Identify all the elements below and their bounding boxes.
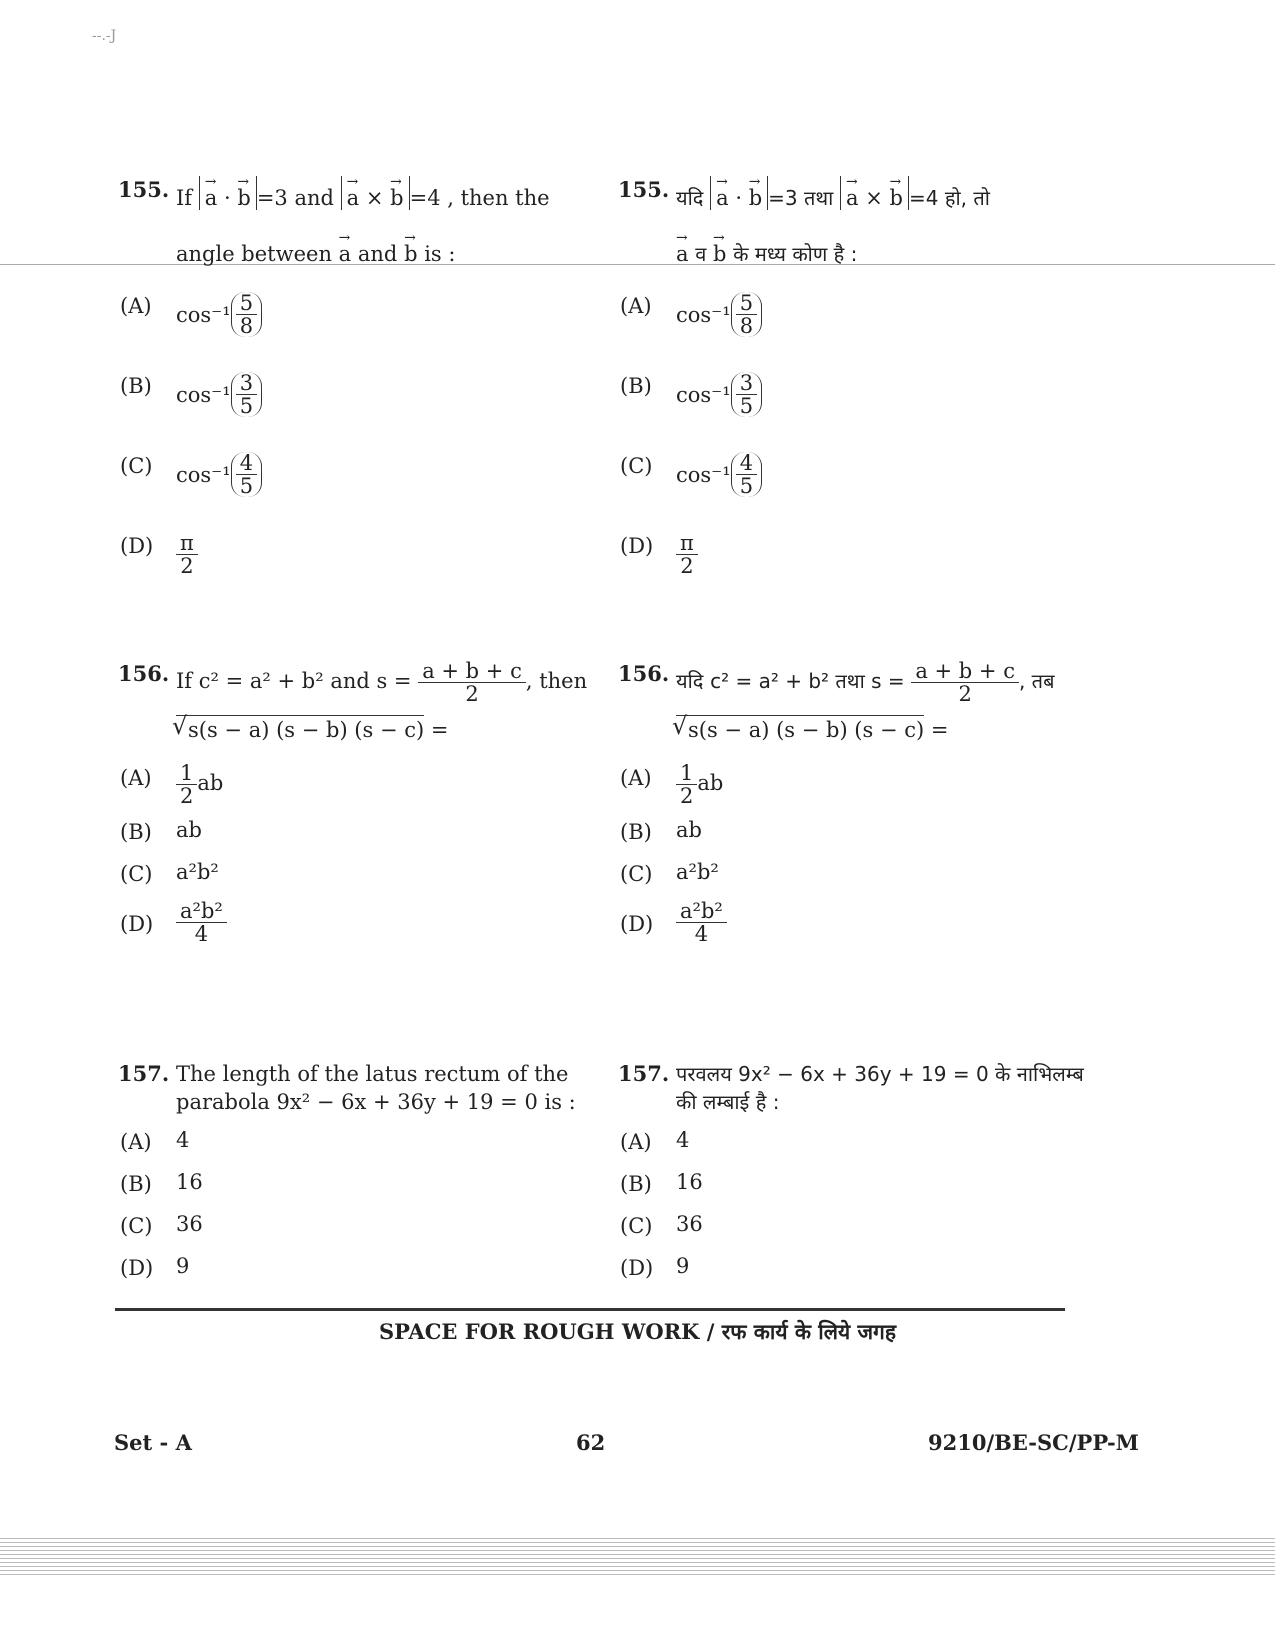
text-if: If xyxy=(176,186,193,210)
options-list xyxy=(618,758,1118,946)
question-line-2 xyxy=(676,715,1118,744)
numerator: 5 xyxy=(736,292,757,315)
parenthesis xyxy=(231,452,262,497)
option-label: (A) xyxy=(120,766,152,790)
question-156-hi xyxy=(618,660,1118,954)
parenthesis xyxy=(231,372,262,417)
denominator: 5 xyxy=(239,394,254,418)
parenthesis xyxy=(731,372,762,417)
option-b[interactable] xyxy=(618,366,1118,418)
rough-work-divider xyxy=(115,1308,1065,1311)
inverse-cosine: cos⁻¹ xyxy=(176,382,231,407)
inverse-cosine: cos⁻¹ xyxy=(676,462,731,487)
question-line-1: परवलय 9x² − 6x + 36y + 19 = 0 के नाभिलम्ब xyxy=(676,1062,1084,1086)
text-angle-between: के मध्य कोण है : xyxy=(733,242,858,266)
suffix: ab xyxy=(697,771,724,795)
option-label: (C) xyxy=(620,454,653,478)
denominator: 8 xyxy=(239,314,254,338)
question-stem xyxy=(118,1060,618,1116)
dot-product-magnitude xyxy=(710,176,768,210)
text-is: is : xyxy=(424,242,456,266)
numerator: π xyxy=(676,532,698,555)
numerator: a²b² xyxy=(176,900,227,923)
text-then: , then xyxy=(525,669,588,693)
fraction xyxy=(676,900,727,945)
numerator: 4 xyxy=(236,452,257,475)
dot-operator: · xyxy=(223,186,231,210)
fraction xyxy=(236,292,257,337)
parenthesis xyxy=(731,452,762,497)
option-label: (C) xyxy=(120,862,153,886)
fraction xyxy=(736,372,757,417)
question-stem xyxy=(618,176,1118,268)
option-value xyxy=(676,452,762,497)
option-value: a²b² xyxy=(176,860,219,884)
option-c[interactable] xyxy=(618,1206,1118,1240)
page-number: 62 xyxy=(576,1430,606,1455)
question-number: 156. xyxy=(118,661,170,686)
denominator: 2 xyxy=(465,682,479,706)
denominator: 5 xyxy=(239,474,254,498)
square-root-expression: √ s(s − a) (s − b) (s − c) xyxy=(676,715,924,744)
option-label: (D) xyxy=(120,534,154,558)
option-d[interactable] xyxy=(118,896,618,946)
inverse-cosine: cos⁻¹ xyxy=(676,382,731,407)
cross-operator: × xyxy=(865,186,883,210)
question-number: 156. xyxy=(618,661,670,686)
numerator: a + b + c xyxy=(911,660,1019,683)
corner-mark: --.-J xyxy=(92,28,117,44)
equals-sign: = xyxy=(930,718,949,742)
numerator: 1 xyxy=(176,762,197,785)
question-line-1 xyxy=(176,176,618,212)
option-a[interactable] xyxy=(118,1122,618,1156)
option-label: (B) xyxy=(620,374,652,398)
question-number: 157. xyxy=(618,1061,670,1086)
option-label: (B) xyxy=(120,820,152,844)
question-line-2: parabola 9x² − 6x + 36y + 19 = 0 is : xyxy=(176,1090,576,1114)
vector-a: → a xyxy=(347,176,360,210)
option-label: (A) xyxy=(620,1130,652,1154)
text-then: , तब xyxy=(1018,669,1055,693)
option-value: 9 xyxy=(676,1254,690,1278)
text-and: व xyxy=(695,242,707,266)
option-value xyxy=(676,900,727,945)
numerator: π xyxy=(176,532,198,555)
options-list xyxy=(118,286,618,578)
option-label: (A) xyxy=(120,1130,152,1154)
rough-work-heading: SPACE FOR ROUGH WORK / रफ कार्य के लिये जगह xyxy=(378,1319,897,1344)
option-b[interactable] xyxy=(118,366,618,418)
vector-a: → a xyxy=(846,176,859,210)
option-value: ab xyxy=(176,818,202,842)
option-value: 16 xyxy=(176,1170,203,1194)
option-label: (C) xyxy=(620,862,653,886)
option-value xyxy=(676,292,762,337)
numerator: a²b² xyxy=(676,900,727,923)
set-label: Set - A xyxy=(114,1430,192,1455)
question-stem xyxy=(118,660,618,744)
option-label: (D) xyxy=(620,912,654,936)
option-label: (C) xyxy=(120,454,153,478)
option-a[interactable] xyxy=(618,1122,1118,1156)
option-a[interactable] xyxy=(118,286,618,338)
option-label: (D) xyxy=(620,1256,654,1280)
inverse-cosine: cos⁻¹ xyxy=(176,462,231,487)
numerator: 3 xyxy=(236,372,257,395)
option-value: 9 xyxy=(176,1254,190,1278)
denominator: 2 xyxy=(180,554,194,578)
option-c[interactable] xyxy=(618,446,1118,498)
vector-b: → b xyxy=(890,176,903,210)
denominator: 2 xyxy=(180,784,194,808)
vector-b: → b xyxy=(749,176,762,210)
parenthesis xyxy=(231,292,262,337)
option-d[interactable] xyxy=(618,896,1118,946)
text-eq3-and: =3 and xyxy=(256,186,334,210)
fraction xyxy=(236,372,257,417)
fraction-s xyxy=(911,660,1019,705)
option-d[interactable] xyxy=(618,1248,1118,1282)
text-if: यदि xyxy=(676,669,704,693)
question-157-en xyxy=(118,1060,618,1290)
option-value xyxy=(176,452,262,497)
fraction-s xyxy=(418,660,526,705)
option-label: (A) xyxy=(120,294,152,318)
suffix: ab xyxy=(197,771,224,795)
cross-product-magnitude xyxy=(840,176,909,210)
option-value xyxy=(176,532,198,577)
equation: c² = a² + b² तथा s = xyxy=(710,669,905,693)
text-eq3-and: =3 तथा xyxy=(768,186,834,210)
option-value: ab xyxy=(676,818,702,842)
option-label: (B) xyxy=(120,374,152,398)
option-label: (D) xyxy=(120,1256,154,1280)
option-c[interactable] xyxy=(618,854,1118,888)
option-b[interactable] xyxy=(118,812,618,846)
question-stem xyxy=(618,660,1118,744)
option-b[interactable] xyxy=(618,812,1118,846)
equals-sign: = xyxy=(430,718,449,742)
equation: c² = a² + b² and s = xyxy=(198,669,412,693)
option-value xyxy=(176,372,262,417)
question-line-1: The length of the latus rectum of the xyxy=(176,1062,569,1086)
option-a[interactable] xyxy=(618,758,1118,808)
option-value xyxy=(676,532,698,577)
option-c[interactable] xyxy=(118,446,618,498)
option-label: (C) xyxy=(120,1214,153,1238)
vector-a: → a xyxy=(339,230,352,268)
option-value: 36 xyxy=(176,1212,203,1236)
option-d[interactable] xyxy=(118,1248,618,1282)
vector-b: → b xyxy=(404,230,417,268)
inverse-cosine: cos⁻¹ xyxy=(176,302,231,327)
fraction xyxy=(236,452,257,497)
vector-b: → b xyxy=(713,230,726,268)
fraction xyxy=(676,762,697,807)
option-label: (B) xyxy=(120,1172,152,1196)
vector-b: → b xyxy=(390,176,403,210)
question-number: 155. xyxy=(118,177,170,202)
text-eq4-then: =4 , then the xyxy=(409,186,550,210)
numerator: 3 xyxy=(736,372,757,395)
option-label: (C) xyxy=(620,1214,653,1238)
option-value: 4 xyxy=(176,1128,190,1152)
question-line-1 xyxy=(676,176,1118,212)
question-156-en xyxy=(118,660,618,954)
option-value xyxy=(676,372,762,417)
vector-b: → b xyxy=(237,176,250,210)
question-line-2 xyxy=(176,715,618,744)
denominator: 2 xyxy=(680,784,694,808)
option-label: (A) xyxy=(620,294,652,318)
option-c[interactable] xyxy=(118,854,618,888)
inverse-cosine: cos⁻¹ xyxy=(676,302,731,327)
option-value xyxy=(176,762,223,807)
options-list xyxy=(618,1122,1118,1282)
option-label: (D) xyxy=(120,912,154,936)
vector-a: → a xyxy=(716,176,729,210)
option-value: 36 xyxy=(676,1212,703,1236)
question-line-2: की लम्बाई है : xyxy=(676,1090,780,1114)
denominator: 5 xyxy=(739,474,754,498)
text-if: यदि xyxy=(676,186,704,210)
question-line-1 xyxy=(176,660,618,705)
option-a[interactable] xyxy=(618,286,1118,338)
text-and: and xyxy=(357,242,398,266)
option-label: (A) xyxy=(620,766,652,790)
numerator: 1 xyxy=(676,762,697,785)
option-value: 4 xyxy=(676,1128,690,1152)
parenthesis xyxy=(731,292,762,337)
denominator: 2 xyxy=(680,554,694,578)
text-if: If xyxy=(176,669,193,693)
text-angle-between: angle between xyxy=(176,242,332,266)
option-label: (B) xyxy=(620,820,652,844)
square-root-expression: √ s(s − a) (s − b) (s − c) xyxy=(176,715,424,744)
fraction xyxy=(736,292,757,337)
question-line-1 xyxy=(676,660,1118,705)
option-b[interactable] xyxy=(618,1164,1118,1198)
option-value: 16 xyxy=(676,1170,703,1194)
question-line-2 xyxy=(176,230,618,268)
options-list xyxy=(118,758,618,946)
scan-edge-lines xyxy=(0,1538,1275,1578)
cross-product-magnitude xyxy=(341,176,410,210)
option-c[interactable] xyxy=(118,1206,618,1240)
fraction xyxy=(176,900,227,945)
numerator: 4 xyxy=(736,452,757,475)
denominator: 5 xyxy=(739,394,754,418)
question-stem xyxy=(118,176,618,268)
question-number: 155. xyxy=(618,177,670,202)
option-b[interactable] xyxy=(118,1164,618,1198)
question-line-2 xyxy=(676,230,1118,268)
denominator: 4 xyxy=(194,922,209,946)
option-value xyxy=(176,292,262,337)
fraction xyxy=(176,532,198,577)
numerator: 5 xyxy=(236,292,257,315)
paper-code: 9210/BE-SC/PP-M xyxy=(928,1430,1139,1455)
text-eq4-then: =4 हो, तो xyxy=(909,186,990,210)
option-value: a²b² xyxy=(676,860,719,884)
fraction xyxy=(736,452,757,497)
numerator: a + b + c xyxy=(418,660,526,683)
option-d[interactable] xyxy=(118,526,618,578)
question-155-hi xyxy=(618,176,1118,606)
question-157-hi xyxy=(618,1060,1118,1290)
denominator: 8 xyxy=(739,314,754,338)
question-stem xyxy=(618,1060,1118,1116)
options-list xyxy=(618,286,1118,578)
dot-product-magnitude xyxy=(199,176,257,210)
question-155-en xyxy=(118,176,618,606)
vector-a: → a xyxy=(676,230,689,268)
fraction xyxy=(176,762,197,807)
denominator: 2 xyxy=(958,682,972,706)
denominator: 4 xyxy=(694,922,709,946)
options-list xyxy=(118,1122,618,1282)
fraction xyxy=(676,532,698,577)
option-a[interactable] xyxy=(118,758,618,808)
option-value xyxy=(176,900,227,945)
option-value xyxy=(676,762,723,807)
option-label: (D) xyxy=(620,534,654,558)
vector-a: → a xyxy=(205,176,218,210)
dot-operator: · xyxy=(735,186,742,210)
option-label: (B) xyxy=(620,1172,652,1196)
option-d[interactable] xyxy=(618,526,1118,578)
question-number: 157. xyxy=(118,1061,170,1086)
cross-operator: × xyxy=(365,186,384,210)
